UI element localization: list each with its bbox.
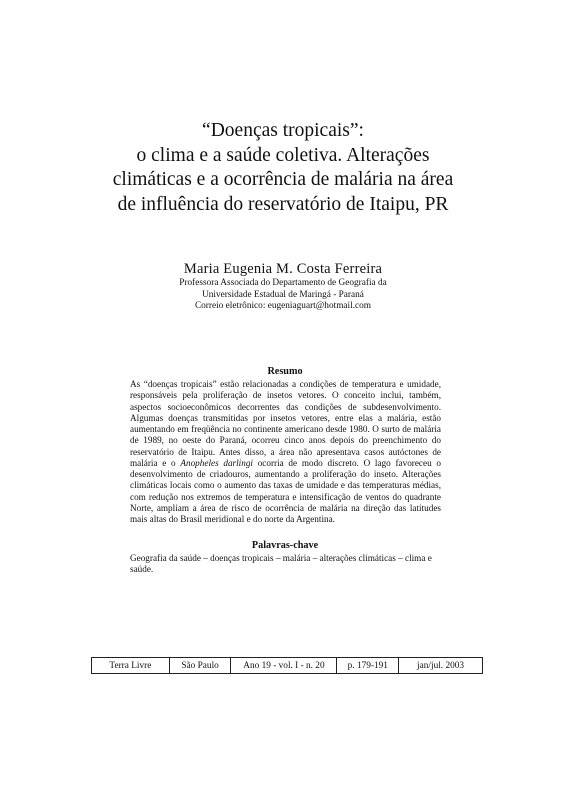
footer-city: São Paulo (169, 658, 231, 674)
title-line-4: de influência do reservatório de Itaipu, PR (117, 193, 449, 215)
keywords-text: Geografia da saúde – doenças tropicais – malária – alterações climáticas – clima e saúde. (130, 553, 432, 575)
abstract-heading: Resumo (267, 366, 303, 377)
keywords-heading: Palavras-chave (251, 540, 319, 551)
author-affiliation-1: Professora Associada do Departamento de Geografia da (179, 278, 387, 288)
title-line-1: “Doenças tropicais”: (202, 120, 364, 141)
abstract-text-part-2: ocorria de modo discreto. O lago favoreceu o desenvolvimento de criadouros, aumentando a proliferação do inseto. Alterações climáticas locais como o aumento das taxas de umidade e das temperaturas médias, com redução nos extremos de temperatura e intensificação de ventos do quadrante Norte, ampliam a área de risco de ocorrência de malária na direção das latitudes mais altas do Brasil meridional e do norte da Argentina. (130, 457, 441, 524)
author-name: Maria Eugenia M. Costa Ferreira (183, 261, 383, 277)
footer-date: jan/jul. 2003 (399, 658, 483, 674)
footer-pages: p. 179-191 (337, 658, 399, 674)
footer-journal: Terra Livre (92, 658, 170, 674)
author-email: Correio eletrônico: eugeniaguart@hotmail.com (194, 301, 372, 311)
title-line-3: climáticas e a ocorrência de malária na área (112, 169, 454, 190)
author-affiliation-2: Universidade Estadual de Maringá - Paraná (202, 289, 364, 300)
citation-row (92, 658, 483, 674)
footer-volume: Ano 19 - vol. I - n. 20 (231, 658, 337, 674)
abstract-text (130, 379, 441, 525)
abstract-text-part-1: As “doenças tropicais” estão relacionadas a condições de temperatura e umidade, responsáveis pela proliferação de insetos vetores. O conceito inclui, também, aspectos socioeconômicos decorrentes das condições de subdesenvolvimento. Algumas doenças transmitidas por insetos vetores, entre elas a malária, estão aumentando em freqüência no continente americano desde 1980. O surto de malária de 1989, no oeste do Paraná, ocorreu cinco anos depois do preenchimento do reservatório de Itaipu. Antes disso, a área não apresentava casos autóctones de malária e o (130, 379, 441, 468)
author-block (60, 261, 506, 313)
title-line-2: o clima e a saúde coletiva. Alterações (136, 144, 430, 166)
abstract-species-name: Anopheles darlingi (180, 457, 253, 468)
article-title (60, 119, 506, 217)
citation-footer-table (91, 657, 483, 674)
